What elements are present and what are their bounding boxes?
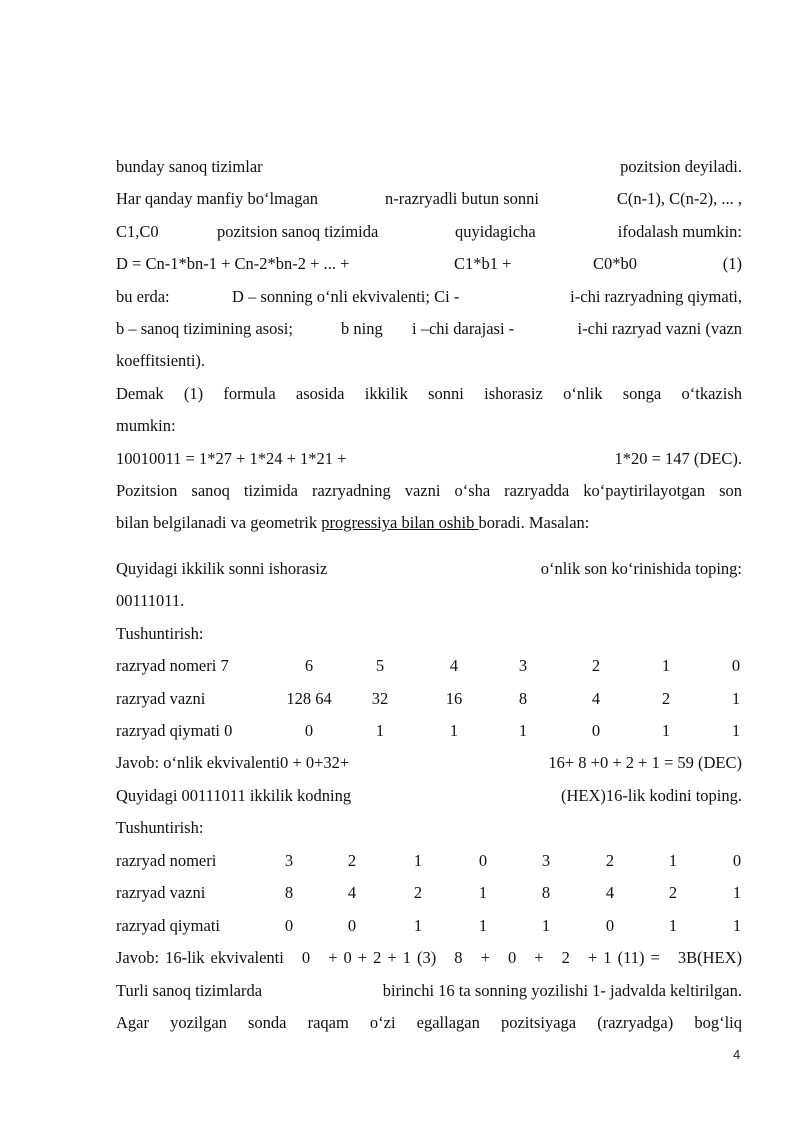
formula-line xyxy=(116,252,742,276)
row-label: razryad qiymati 0 xyxy=(116,721,233,740)
table-cell: 2 xyxy=(347,851,357,870)
text-fragment: i –chi darajasi - xyxy=(412,319,515,338)
text-fragment: 00111011. xyxy=(116,591,185,610)
table-cell: 4 xyxy=(449,656,459,675)
text-line xyxy=(116,317,742,341)
text-fragment: boradi. Masalan: xyxy=(478,513,590,532)
text-line xyxy=(116,349,742,373)
section-label xyxy=(116,622,742,646)
table-cell: 1 xyxy=(668,851,678,870)
table-cell: 1 xyxy=(518,721,528,740)
text-fragment: i-chi razryad vazni (vazn xyxy=(577,319,742,338)
table-cell: 1 xyxy=(731,689,741,708)
table-cell: 4 xyxy=(591,689,601,708)
table-cell: 1 xyxy=(413,916,423,935)
table-cell: 0 xyxy=(347,916,357,935)
table-cell: 0 xyxy=(731,656,741,675)
table-cell: 1 xyxy=(732,883,742,902)
text-line xyxy=(116,187,742,211)
table-cell: 0 xyxy=(284,916,294,935)
text-line xyxy=(116,784,742,808)
table-cell: 0 xyxy=(304,721,314,740)
text-line xyxy=(116,220,742,244)
text-line xyxy=(116,511,742,535)
text-line xyxy=(116,557,742,581)
section-label xyxy=(116,816,742,840)
formula-number: (1) xyxy=(722,254,742,273)
page-number: 4 xyxy=(733,1047,741,1062)
table-row xyxy=(116,914,742,938)
table-cell: 2 xyxy=(661,689,671,708)
table-cell: 0 xyxy=(605,916,615,935)
text-fragment: D = Cn-1*bn-1 + Cn-2*bn-2 + ... + xyxy=(116,254,350,273)
table-row xyxy=(116,881,742,905)
text-fragment: C(n-1), C(n-2), ... , xyxy=(616,189,742,208)
table-cell: 1 xyxy=(478,883,488,902)
text-fragment: Javob: o‘nlik ekvivalenti0 + 0+32+ xyxy=(116,753,350,772)
text-fragment: Turli sanoq tizimlarda xyxy=(116,981,263,1000)
table-cell: 1 xyxy=(413,851,423,870)
table-row xyxy=(116,849,742,873)
table-cell: 6 xyxy=(304,656,314,675)
table-row xyxy=(116,654,742,678)
table-cell: 8 xyxy=(518,689,528,708)
row-label: razryad vazni xyxy=(116,883,206,902)
table-cell: 4 xyxy=(605,883,615,902)
text-fragment: 10010011 = 1*27 + 1*24 + 1*21 + xyxy=(116,449,347,468)
table-cell: 1 xyxy=(661,656,671,675)
text-fragment: Quyidagi 00111011 ikkilik kodning xyxy=(116,786,352,805)
table-row xyxy=(116,719,742,743)
table-cell: 2 xyxy=(605,851,615,870)
table-cell: 3 xyxy=(284,851,294,870)
text-fragment: 1*20 = 147 (DEC). xyxy=(614,449,742,468)
text-fragment: pozitsion deyiladi. xyxy=(620,157,742,176)
text-fragment: Tushuntirish: xyxy=(116,624,204,643)
text-fragment: bu erda: xyxy=(116,287,170,306)
table-cell: 1 xyxy=(449,721,459,740)
text-fragment: b ning xyxy=(341,319,383,338)
text-line xyxy=(116,285,742,309)
table-cell: 128 64 xyxy=(286,689,332,708)
text-line xyxy=(116,979,742,1003)
text-fragment: bilan belgilanadi va geometrik xyxy=(116,513,322,532)
text-fragment: quyidagicha xyxy=(455,222,536,241)
table-cell: 1 xyxy=(375,721,385,740)
text-line xyxy=(116,589,742,613)
table-cell: 16 xyxy=(445,689,463,708)
table-cell: 1 xyxy=(732,916,742,935)
table-cell: 1 xyxy=(668,916,678,935)
formula-line xyxy=(116,447,742,471)
table-cell: 8 xyxy=(541,883,551,902)
table-cell: 1 xyxy=(731,721,741,740)
text-fragment: pozitsion sanoq tizimida xyxy=(217,222,379,241)
table-row xyxy=(116,687,742,711)
table-cell: 8 xyxy=(284,883,294,902)
text-fragment: C0*b0 xyxy=(593,254,638,273)
text-line: Pozitsion sanoq tizimida razryadning vazni o‘sha razryadda ko‘paytirilayotgan son xyxy=(116,481,742,500)
text-line: Demak (1) formula asosida ikkilik sonni ishorasiz o‘nlik songa o‘tkazish xyxy=(116,384,742,403)
text-fragment: koeffitsienti). xyxy=(116,351,206,370)
text-fragment: ifodalash mumkin: xyxy=(617,222,742,241)
table-cell: 2 xyxy=(591,656,601,675)
text-fragment: i-chi razryadning qiymati, xyxy=(570,287,742,306)
text-fragment: (HEX)16-lik kodini toping. xyxy=(560,786,742,805)
text-fragment: Tushuntirish: xyxy=(116,818,204,837)
text-fragment: b – sanoq tizimining asosi; xyxy=(116,319,293,338)
text-line: Agar yozilgan sonda raqam o‘zi egallagan pozitsiyaga (razryadga) bog‘liq xyxy=(116,1013,742,1032)
table-cell: 3 xyxy=(518,656,528,675)
table-cell: 32 xyxy=(371,689,389,708)
text-fragment: D – sonning o‘nli ekvivalenti; Ci - xyxy=(232,287,460,306)
row-label: razryad nomeri xyxy=(116,851,217,870)
text-fragment: C1*b1 + xyxy=(454,254,512,273)
table-cell: 1 xyxy=(541,916,551,935)
answer-line: Javob: 16-lik ekvivalenti 0 + 0 + 2 + 1 (3) 8 + 0 + 2 + 1 (11) = 3B(HEX) xyxy=(116,948,742,967)
text-line xyxy=(116,414,742,438)
row-label: razryad nomeri 7 xyxy=(116,656,229,675)
table-cell: 1 xyxy=(478,916,488,935)
text-fragment: mumkin: xyxy=(116,416,176,435)
text-fragment: Har qanday manfiy bo‘lmagan xyxy=(116,189,319,208)
text-fragment: 16+ 8 +0 + 2 + 1 = 59 (DEC) xyxy=(548,753,742,772)
underlined-text: progressiya bilan oshib xyxy=(321,513,479,532)
text-fragment: birinchi 16 ta sonning yozilishi 1- jadvalda keltirilgan. xyxy=(382,981,742,1000)
table-cell: 0 xyxy=(732,851,742,870)
text-fragment: Quyidagi ikkilik sonni ishorasiz xyxy=(116,559,328,578)
table-cell: 3 xyxy=(541,851,551,870)
text-fragment: n-razryadli butun sonni xyxy=(385,189,539,208)
text-fragment: o‘nlik son ko‘rinishida toping: xyxy=(540,559,742,578)
text-fragment: C1,C0 xyxy=(116,222,159,241)
table-cell: 0 xyxy=(591,721,601,740)
table-cell: 2 xyxy=(668,883,678,902)
row-label: razryad vazni xyxy=(116,689,206,708)
answer-line xyxy=(116,751,742,775)
text-fragment: bunday sanoq tizimlar xyxy=(116,157,263,176)
text-line-content xyxy=(116,511,589,535)
table-cell: 4 xyxy=(347,883,357,902)
table-cell: 1 xyxy=(661,721,671,740)
row-label: razryad qiymati xyxy=(116,916,220,935)
table-cell: 5 xyxy=(375,656,385,675)
table-cell: 2 xyxy=(413,883,423,902)
text-line xyxy=(116,155,742,179)
table-cell: 0 xyxy=(478,851,488,870)
